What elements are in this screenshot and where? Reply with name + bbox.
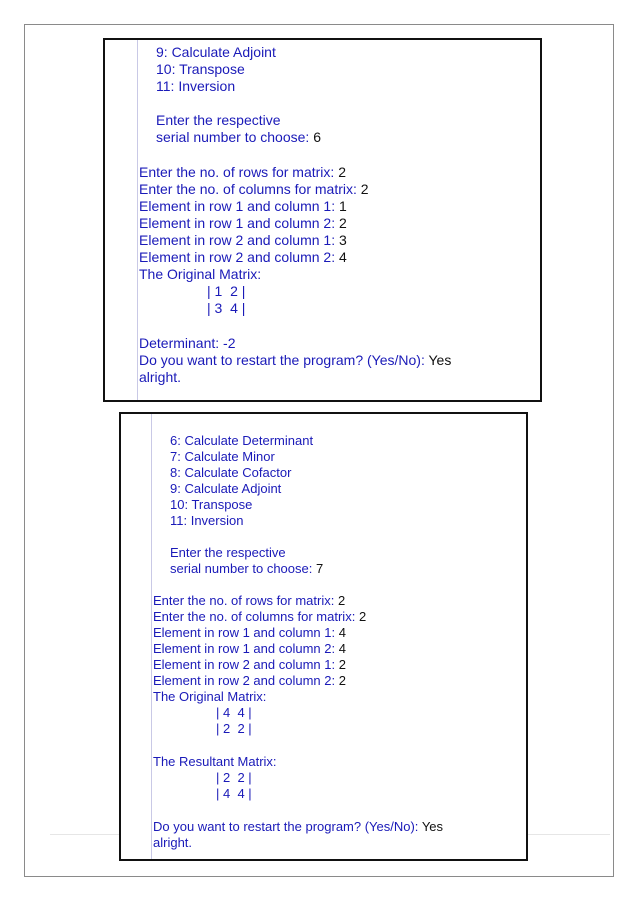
io-value: 2 [339, 215, 347, 231]
io-line [139, 215, 347, 232]
io-value: 2 [338, 164, 346, 180]
io-value: 4 [338, 641, 346, 656]
menu-item: 10: Transpose [170, 497, 253, 512]
io-line [139, 198, 347, 215]
menu-item: 11: Inversion [170, 513, 244, 528]
matrix-row: | 3 4 | [207, 300, 246, 316]
menu-item: 11: Inversion [156, 78, 236, 94]
io-line [139, 232, 347, 249]
matrix-row: | 2 2 | [216, 770, 252, 785]
io-prompt: Element in row 1 and column 2: [139, 215, 336, 231]
io-prompt: Enter the no. of columns for matrix: [139, 181, 357, 197]
io-value: 1 [339, 198, 347, 214]
menu-item: 7: Calculate Minor [170, 449, 275, 464]
restart-prompt: Do you want to restart the program? (Yes/No): [139, 352, 425, 368]
io-value: 2 [338, 673, 346, 688]
io-line [153, 641, 346, 657]
original-matrix-label: The Original Matrix: [153, 689, 267, 704]
restart-line [153, 819, 443, 835]
matrix-row: | 1 2 | [207, 283, 246, 299]
io-prompt: Element in row 2 and column 1: [153, 657, 336, 672]
io-value: 2 [360, 181, 369, 197]
final-message: alright. [139, 369, 182, 385]
choose-value: 7 [315, 561, 324, 576]
io-prompt: Element in row 2 and column 1: [139, 232, 336, 248]
restart-prompt: Do you want to restart the program? (Yes/No): [153, 819, 419, 834]
io-prompt: Element in row 2 and column 2: [139, 249, 336, 265]
io-value: 4 [339, 249, 347, 265]
determinant-result: Determinant: -2 [139, 335, 236, 351]
original-matrix-label: The Original Matrix: [139, 266, 262, 282]
io-prompt: Element in row 1 and column 1: [153, 625, 336, 640]
choose-instruction: Enter the respective [170, 545, 286, 560]
io-line [153, 673, 346, 689]
menu-item: 9: Calculate Adjoint [170, 481, 282, 496]
resultant-matrix-label: The Resultant Matrix: [153, 754, 277, 769]
io-prompt: Element in row 1 and column 2: [153, 641, 336, 656]
io-line [153, 625, 346, 641]
io-line [153, 657, 346, 673]
choose-line [156, 129, 321, 146]
io-line [139, 249, 347, 266]
choose-line [170, 561, 323, 577]
console-screenshot-determinant [103, 38, 542, 402]
io-line [153, 609, 366, 625]
restart-value: Yes [421, 819, 444, 834]
choose-value: 6 [313, 129, 321, 145]
choose-prompt: serial number to choose: [170, 561, 313, 576]
console-margin-line [137, 40, 138, 400]
choose-prompt: serial number to choose: [156, 129, 310, 145]
io-value: 3 [339, 232, 347, 248]
io-prompt: Enter the no. of rows for matrix: [153, 593, 335, 608]
io-value: 4 [338, 625, 346, 640]
io-value: 2 [358, 609, 367, 624]
console-margin-line [151, 414, 152, 859]
io-value: 2 [338, 657, 346, 672]
restart-value: Yes [428, 352, 452, 368]
io-line [153, 593, 345, 609]
io-prompt: Enter the no. of rows for matrix: [139, 164, 335, 180]
choose-instruction: Enter the respective [156, 112, 281, 128]
console-screenshot-minor [119, 412, 528, 861]
matrix-row: | 4 4 | [216, 786, 252, 801]
matrix-row: | 2 2 | [216, 721, 252, 736]
menu-item: 9: Calculate Adjoint [156, 44, 276, 60]
matrix-row: | 4 4 | [216, 705, 252, 720]
io-line [139, 181, 369, 198]
io-prompt: Element in row 2 and column 2: [153, 673, 336, 688]
restart-line [139, 352, 451, 369]
io-line [139, 164, 346, 181]
final-message: alright. [153, 835, 193, 850]
menu-item: 10: Transpose [156, 61, 245, 77]
menu-item: 8: Calculate Cofactor [170, 465, 292, 480]
menu-item: 6: Calculate Determinant [170, 433, 314, 448]
io-prompt: Element in row 1 and column 1: [139, 198, 336, 214]
io-prompt: Enter the no. of columns for matrix: [153, 609, 356, 624]
io-value: 2 [337, 593, 346, 608]
